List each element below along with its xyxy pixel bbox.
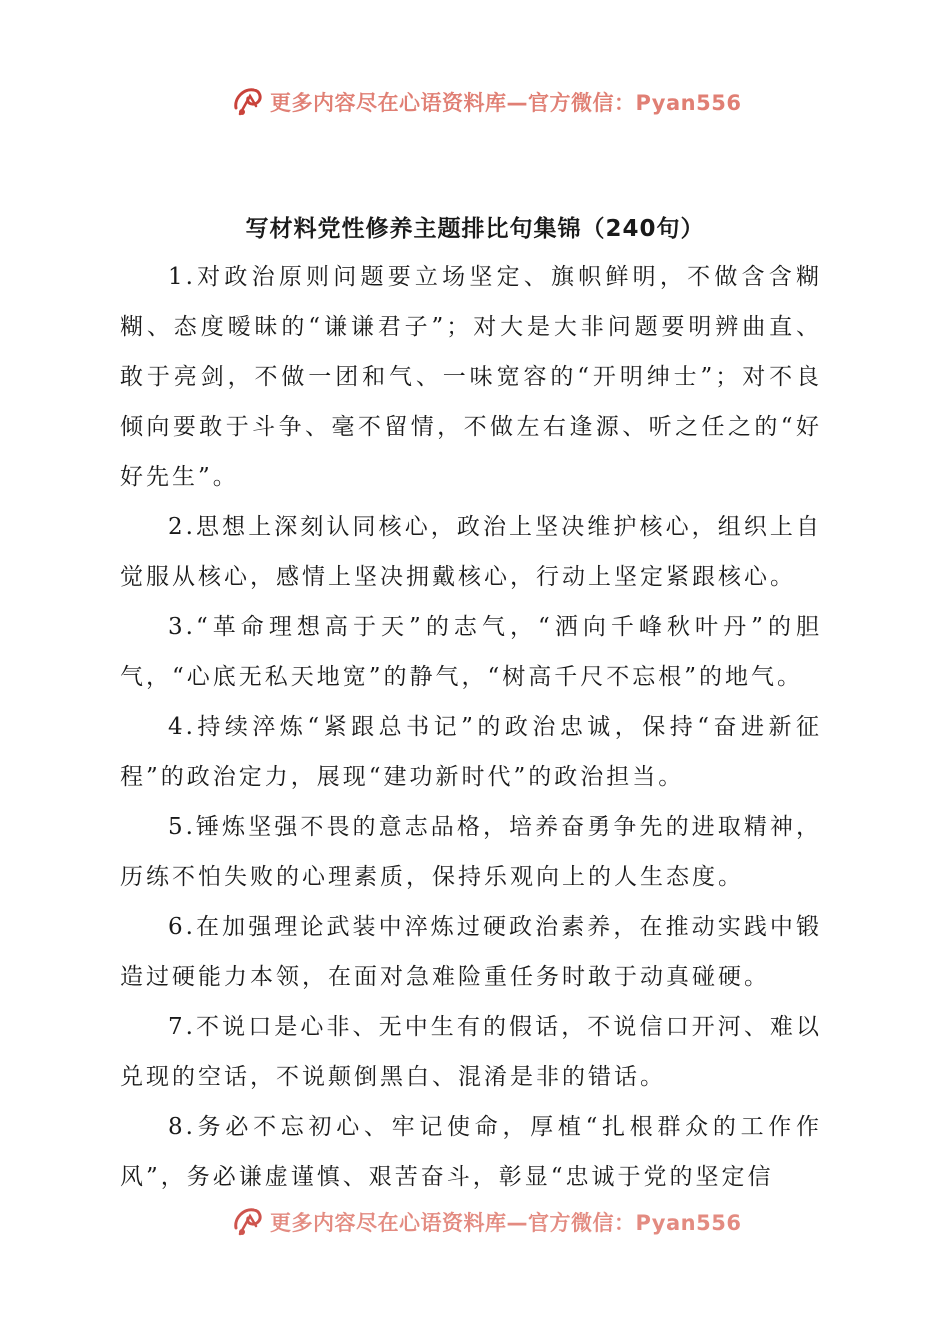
paragraph-7: 7.不说口是心非、无中生有的假话，不说信口开河、难以兑现的空话，不说颠倒黑白、混淆是非的错话。 <box>120 1014 822 1090</box>
paragraph-6: 6.在加强理论武装中淬炼过硬政治素养，在推动实践中锻造过硬能力本领，在面对急难险重任务时敢于动真碰硬。 <box>120 914 822 990</box>
watermark-text: 更多内容尽在心语资料库—官方微信：Pyan556 <box>270 1211 742 1235</box>
paragraph-1: 1.对政治原则问题要立场坚定、旗帜鲜明，不做含含糊糊、态度暧昧的“谦谦君子”；对大是大非问题要明辨曲直、敢于亮剑，不做一团和气、一味宽容的“开明绅士”；对不良倾向要敢于斗争、毫不留情，不做左右逢源、听之任之的“好好先生”。 <box>120 264 822 490</box>
watermark-banner-top <box>230 82 741 122</box>
watermark-text: 更多内容尽在心语资料库—官方微信：Pyan556 <box>270 91 742 115</box>
watermark-banner-bottom <box>230 1202 741 1242</box>
document-body <box>120 252 822 1202</box>
brand-logo-icon <box>230 84 266 120</box>
document-title: 写材料党性修养主题排比句集锦（240句） <box>245 216 705 242</box>
paragraph-3: 3.“革命理想高于天”的志气，“洒向千峰秋叶丹”的胆气，“心底无私天地宽”的静气，“树高千尺不忘根”的地气。 <box>120 614 822 690</box>
paragraph-8: 8.务必不忘初心、牢记使命，厚植“扎根群众的工作作风”，务必谦虚谨慎、艰苦奋斗，彰显“忠诚于党的坚定信 <box>120 1114 822 1190</box>
paragraph-2: 2.思想上深刻认同核心，政治上坚决维护核心，组织上自觉服从核心，感情上坚决拥戴核心，行动上坚定紧跟核心。 <box>120 514 822 590</box>
paragraph-4: 4.持续淬炼“紧跟总书记”的政治忠诚，保持“奋进新征程”的政治定力，展现“建功新时代”的政治担当。 <box>120 714 822 790</box>
brand-logo-icon <box>230 1204 266 1240</box>
paragraph-5: 5.锤炼坚强不畏的意志品格，培养奋勇争先的进取精神，历练不怕失败的心理素质，保持乐观向上的人生态度。 <box>120 814 822 890</box>
